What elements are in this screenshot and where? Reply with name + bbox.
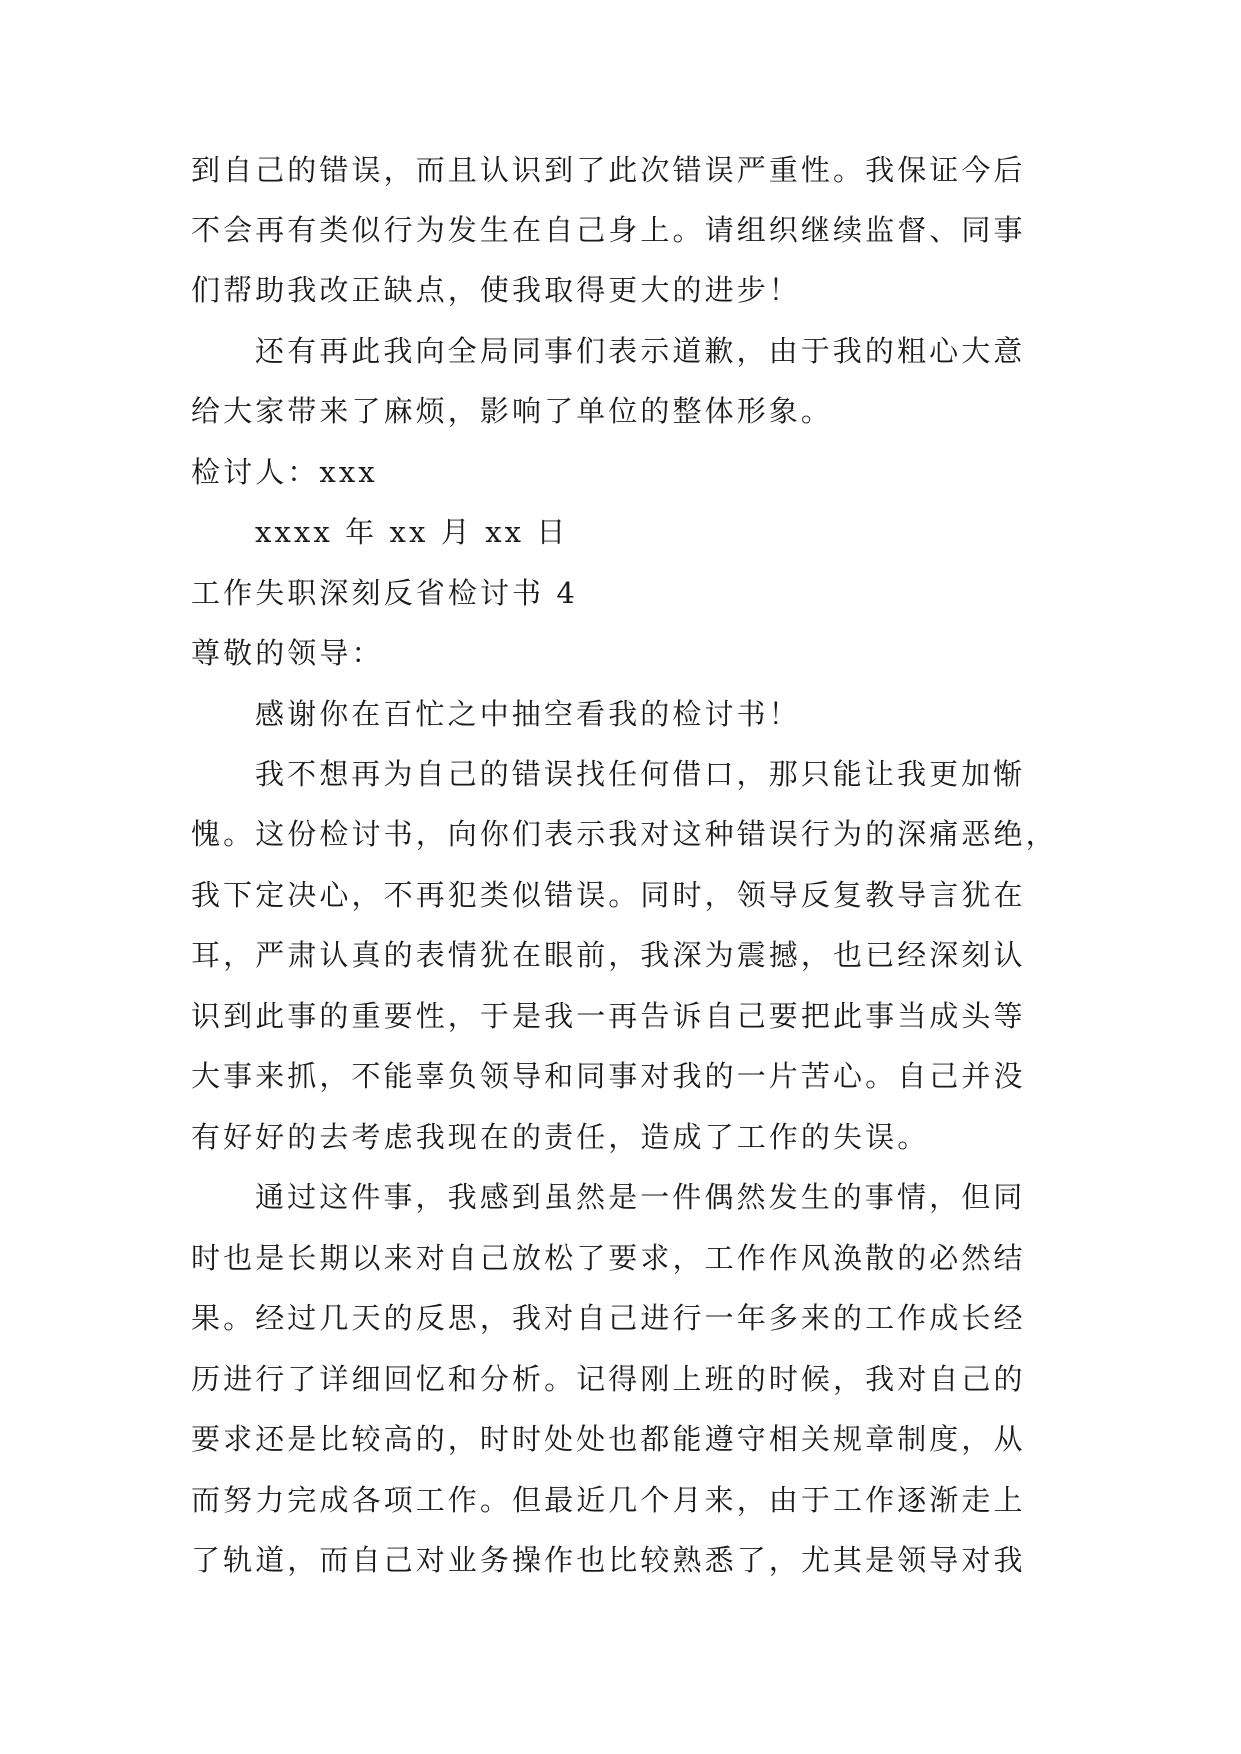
body-line: 还有再此我向全局同事们表示道歉，由于我的粗心大意 [255, 334, 1026, 368]
body-line: 果。经过几天的反思，我对自己进行一年多来的工作成长经 [191, 1301, 1026, 1335]
body-line: 时也是长期以来对自己放松了要求，工作作风涣散的必然结 [191, 1241, 1026, 1275]
date-line: xxxx 年 xx 月 xx 日 [255, 515, 569, 549]
body-line: 我不想再为自己的错误找任何借口，那只能让我更加惭 [255, 757, 1026, 791]
body-line: 耳，严肃认真的表情犹在眼前，我深为震撼，也已经深刻认 [191, 938, 1026, 972]
body-line: 感谢你在百忙之中抽空看我的检讨书！ [255, 697, 801, 731]
signatory-line: 检讨人：xxx [191, 455, 378, 489]
salutation: 尊敬的领导： [191, 636, 384, 670]
body-line: 我下定决心，不再犯类似错误。同时，领导反复教导言犹在 [191, 878, 1026, 912]
body-line: 识到此事的重要性，于是我一再告诉自己要把此事当成头等 [191, 999, 1026, 1033]
body-line: 愧。这份检讨书，向你们表示我对这种错误行为的深痛恶绝， [191, 817, 1058, 851]
body-line: 了轨道，而自己对业务操作也比较熟悉了，尤其是领导对我 [191, 1543, 1026, 1577]
body-line: 到自己的错误，而且认识到了此次错误严重性。我保证今后 [191, 153, 1026, 187]
body-line: 给大家带来了麻烦，影响了单位的整体形象。 [191, 394, 834, 428]
body-line: 大事来抓，不能辜负领导和同事对我的一片苦心。自己并没 [191, 1059, 1026, 1093]
body-line: 而努力完成各项工作。但最近几个月来，由于工作逐渐走上 [191, 1483, 1026, 1517]
body-line: 要求还是比较高的，时时处处也都能遵守相关规章制度，从 [191, 1422, 1026, 1456]
body-line: 不会再有类似行为发生在自己身上。请组织继续监督、同事 [191, 213, 1026, 247]
body-line: 历进行了详细回忆和分析。记得刚上班的时候，我对自己的 [191, 1362, 1026, 1396]
section-title: 工作失职深刻反省检讨书 4 [191, 576, 578, 610]
body-line: 有好好的去考虑我现在的责任，造成了工作的失误。 [191, 1120, 930, 1154]
body-line: 们帮助我改正缺点，使我取得更大的进步！ [191, 273, 801, 307]
body-line: 通过这件事，我感到虽然是一件偶然发生的事情，但同 [255, 1180, 1026, 1214]
